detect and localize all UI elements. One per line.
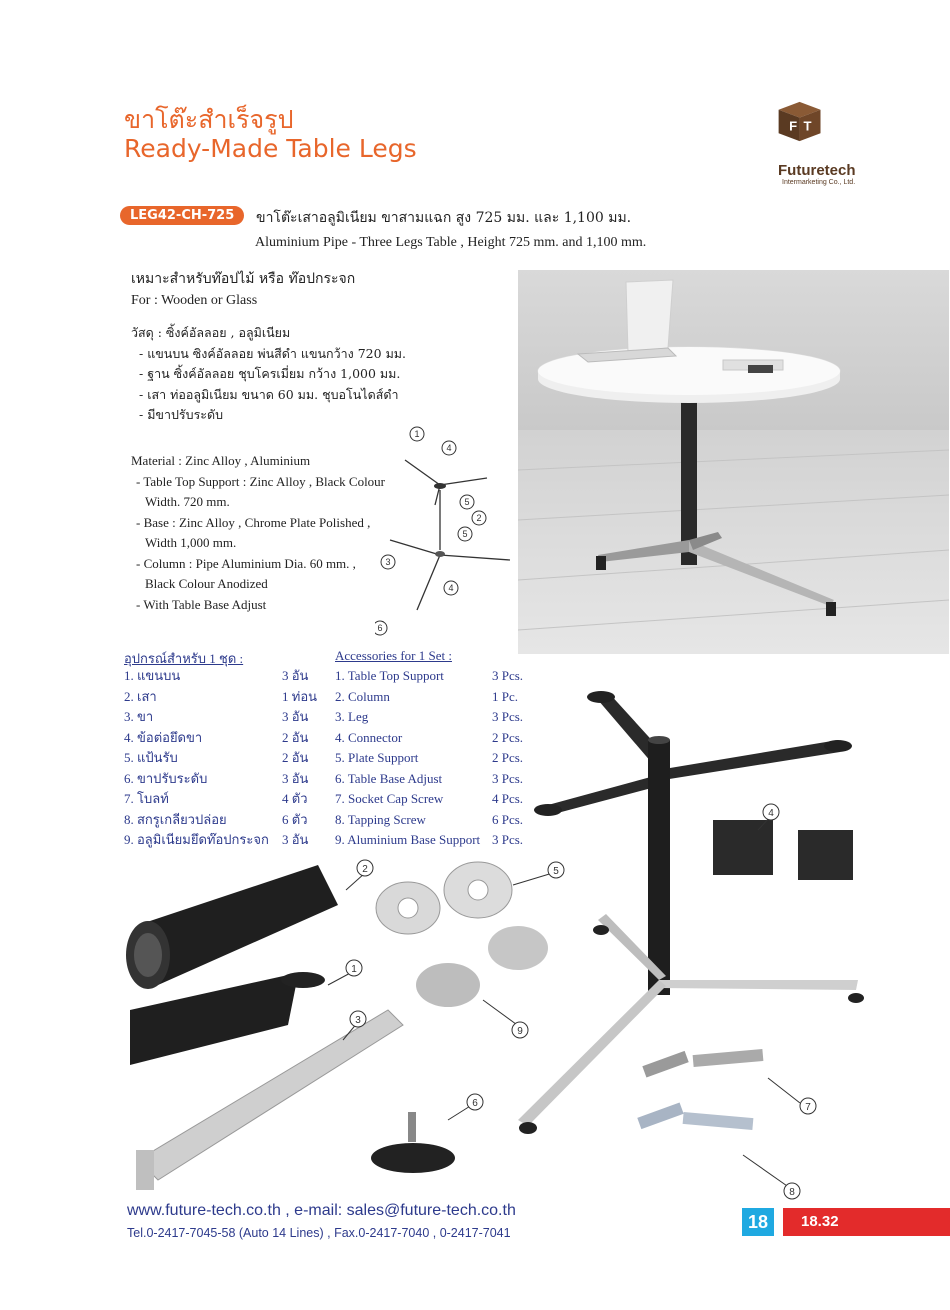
diagram-label: 4 xyxy=(446,443,452,453)
diagram-label: 6 xyxy=(377,623,383,633)
material-item: - เสา ท่ออลูมิเนียม ขนาด 60 มม. ชุบอโนไดส์ดำ xyxy=(139,386,399,402)
list-item xyxy=(124,687,324,708)
item-qty: 3 อัน xyxy=(282,770,309,786)
item-name: 3. ขา xyxy=(124,709,154,724)
page-title-thai: ขาโต๊ะสำเร็จรูป xyxy=(124,105,294,134)
item-name: 7. Socket Cap Screw xyxy=(335,791,444,806)
material-heading-english: Material : Zinc Alloy , Aluminium xyxy=(131,453,311,468)
material-heading-thai: วัสดุ : ซิ้งค์อัลลอย , อลูมิเนียม xyxy=(131,325,291,340)
list-item xyxy=(335,769,535,790)
item-qty: 3 Pcs. xyxy=(492,709,524,724)
item-qty: 6 ตัว xyxy=(282,811,308,827)
item-name: 2. Column xyxy=(335,688,390,704)
futuretech-logo xyxy=(776,98,848,162)
item-qty: 4 ตัว xyxy=(282,791,308,806)
list-item xyxy=(124,728,324,749)
item-qty: 3 Pcs. xyxy=(492,668,524,683)
material-item: - Table Top Support : Zinc Alloy , Black Colour xyxy=(136,473,386,489)
list-item xyxy=(124,769,324,790)
item-qty: 3 อัน xyxy=(282,832,309,847)
material-list-thai xyxy=(131,323,406,426)
item-name: 7. โบลท์ xyxy=(124,791,169,806)
diagram-label: 4 xyxy=(448,583,454,593)
parts-label: 3 xyxy=(355,1015,361,1026)
item-qty: 4 Pcs. xyxy=(492,791,524,806)
list-item xyxy=(335,687,535,708)
accessories-list-thai xyxy=(124,666,324,851)
list-item xyxy=(124,748,324,769)
item-name: 6. Table Base Adjust xyxy=(335,770,443,786)
material-item-continuation: Width. 720 mm. xyxy=(145,494,230,509)
item-name: 2. เสา xyxy=(124,688,157,704)
item-name: 9. อลูมิเนียมยึดท๊อปกระจก xyxy=(124,832,269,847)
list-item xyxy=(335,789,535,810)
diagram-label: 3 xyxy=(385,557,391,567)
diagram-label: 5 xyxy=(462,529,468,539)
item-qty: 3 Pcs. xyxy=(492,770,524,786)
material-item-continuation: Black Colour Anodized xyxy=(145,576,268,591)
item-name: 1. Table Top Support xyxy=(335,668,444,683)
list-item xyxy=(124,810,324,831)
item-name: 8. สกรูเกลียวปล่อย xyxy=(124,811,227,827)
exploded-diagram xyxy=(375,420,515,640)
section-number: 18.32 xyxy=(783,1208,950,1236)
diagram-label: 5 xyxy=(464,497,470,507)
item-qty: 3 อัน xyxy=(282,709,309,724)
parts-label: 4 xyxy=(768,808,774,819)
parts-label: 6 xyxy=(472,1098,478,1109)
list-item xyxy=(335,810,535,831)
list-item xyxy=(124,789,324,810)
logo-name: Futuretech xyxy=(778,162,856,179)
material-item: - มีขาปรับระดับ xyxy=(139,407,224,422)
svg-text:F: F xyxy=(789,118,798,134)
suitable-for-english: For : Wooden or Glass xyxy=(131,293,258,308)
item-name: 8. Tapping Screw xyxy=(335,811,426,827)
list-item xyxy=(335,728,535,749)
list-item xyxy=(124,707,324,728)
parts-label: 5 xyxy=(553,866,559,877)
item-qty: 3 Pcs. xyxy=(492,832,524,847)
list-item xyxy=(335,830,535,851)
table-product-photo xyxy=(518,270,949,654)
item-qty: 2 Pcs. xyxy=(492,750,524,765)
item-name: 5. แป้นรับ xyxy=(124,750,178,765)
product-description-english: Aluminium Pipe - Three Legs Table , Height 725 mm. and 1,100 mm. xyxy=(255,235,647,250)
material-item: - Column : Pipe Aluminium Dia. 60 mm. , xyxy=(136,555,356,571)
material-item-continuation: Width 1,000 mm. xyxy=(145,535,237,550)
accessories-list-english xyxy=(335,666,535,851)
logo-subtitle: Intermarketing Co., Ltd. xyxy=(782,179,856,186)
footer-phone-fax: Tel.0-2417-7045-58 (Auto 14 Lines) , Fax.0-2417-7040 , 0-2417-7041 xyxy=(127,1226,511,1240)
parts-label: 2 xyxy=(362,864,368,875)
item-name: 4. Connector xyxy=(335,729,403,745)
page-number: 18 xyxy=(742,1208,774,1236)
item-qty: 3 อัน xyxy=(282,668,309,683)
parts-label: 9 xyxy=(517,1026,523,1037)
item-name: 1. แขนบน xyxy=(124,668,181,683)
list-item xyxy=(335,707,535,728)
svg-text:T: T xyxy=(803,118,812,134)
material-item: - Base : Zinc Alloy , Chrome Plate Polished , xyxy=(136,514,371,530)
parts-label: 7 xyxy=(805,1102,811,1113)
page-title-english: Ready-Made Table Legs xyxy=(124,134,417,163)
product-code-badge: LEG42-CH-725 xyxy=(120,206,244,225)
list-item xyxy=(124,666,324,687)
item-qty: 2 อัน xyxy=(282,750,309,765)
material-list-english xyxy=(131,451,385,615)
list-item xyxy=(335,666,535,687)
item-qty: 6 Pcs. xyxy=(492,811,524,827)
item-name: 9. Aluminium Base Support xyxy=(335,832,481,847)
footer-website-email: www.future-tech.co.th , e-mail: sales@future-tech.co.th xyxy=(127,1202,516,1219)
item-name: 4. ข้อต่อยึดขา xyxy=(124,729,203,745)
material-item: - ฐาน ซิ้งค์อัลลอย ชุบโครเมี่ยม กว้าง 1,000 มม. xyxy=(139,366,401,381)
suitable-for-thai: เหมาะสำหรับท๊อปไม้ หรือ ท๊อปกระจก xyxy=(131,271,356,287)
material-item: - แขนบน ซิงค์อัลลอย พ่นสีดำ แขนกว้าง 720 มม. xyxy=(139,345,407,361)
item-qty: 2 อัน xyxy=(282,729,309,745)
diagram-label: 1 xyxy=(414,429,420,439)
parts-label: 8 xyxy=(789,1187,795,1198)
accessories-heading-thai: อุปกรณ์สำหรับ 1 ชุด : xyxy=(124,651,244,666)
item-name: 3. Leg xyxy=(335,709,369,724)
item-qty: 1 ท่อน xyxy=(282,688,318,704)
list-item xyxy=(124,830,324,851)
product-description-thai: ขาโต๊ะเสาอลูมิเนียม ขาสามแฉก สูง 725 มม. และ 1,100 มม. xyxy=(256,210,632,226)
accessories-heading-english: Accessories for 1 Set : xyxy=(335,648,452,663)
list-item xyxy=(335,748,535,769)
material-item: - With Table Base Adjust xyxy=(136,596,267,612)
diagram-label: 2 xyxy=(476,513,482,523)
item-qty: 1 Pc. xyxy=(492,688,518,704)
parts-label: 1 xyxy=(351,964,357,975)
item-name: 5. Plate Support xyxy=(335,750,419,765)
item-qty: 2 Pcs. xyxy=(492,729,524,745)
item-name: 6. ขาปรับระดับ xyxy=(124,770,208,786)
